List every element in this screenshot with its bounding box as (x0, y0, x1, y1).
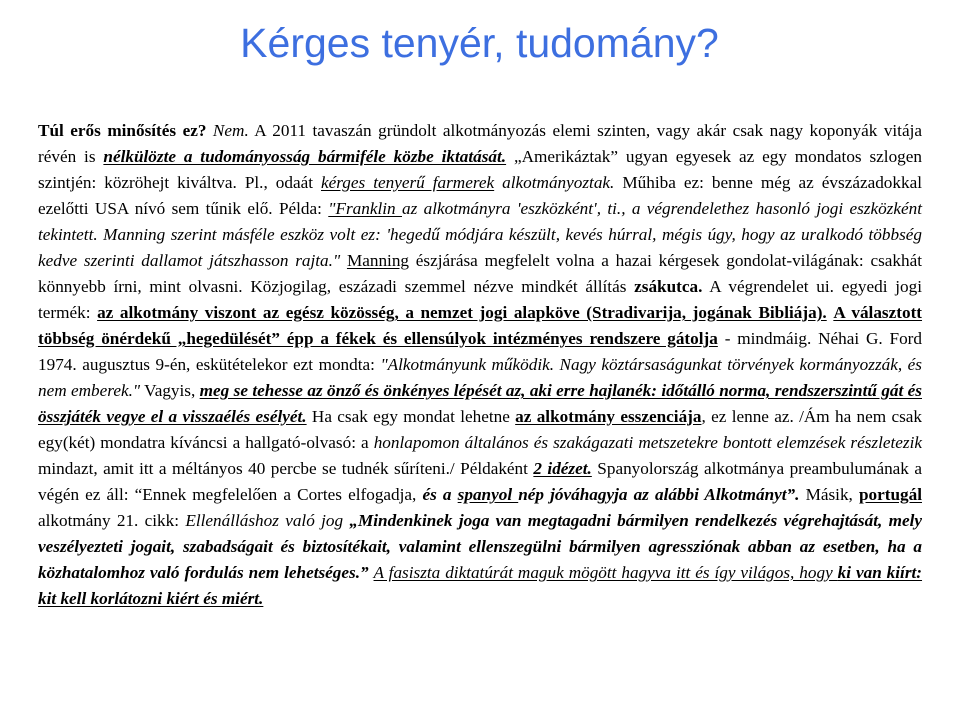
text-run: "Alkotmányunk működik. (380, 355, 555, 374)
text-run: és a (422, 485, 458, 504)
text-run (340, 251, 347, 270)
text-run: Ellenálláshoz való jog (185, 511, 350, 530)
text-run: az alkotmányra 'eszközként', ti., a végrendelethez hasonló jogi eszközként tekintett. Manning szerint másféle eszköz volt ez: 'hegedű módjára készült, kevés húrral, mégis úgy, hogy az uralkodó többség kedve szerinti dallamot játszhasson rajta." (38, 199, 922, 270)
text-run: alkotmány 21. cikk: (38, 511, 186, 530)
text-run: Nem. (206, 121, 249, 140)
text-run: Spanyolország alkotmánya preambulumának a végén ez áll: “Ennek megfelelően a Cortes elfogadja, (38, 459, 922, 504)
text-run: "Franklin (328, 199, 402, 218)
text-run: nép jóváhagyja az alábbi Alkotmányt”. (518, 485, 800, 504)
text-run: A választott többség önérdekű „hegedülését” épp a fékek és ellensúlyok intézményes rendszere gátolja (38, 303, 923, 348)
text-run: Vagyis, (140, 381, 200, 400)
text-run: ki van kiírt: kit kell korlátozni kiért és miért. (38, 563, 923, 608)
text-run: zsákutca. (634, 277, 703, 296)
page-title: Kérges tenyér, tudomány? (240, 20, 719, 66)
text-run: Műhiba ez: benne még az évszázadokkal ezelőtti USA nívó sem tűnik elő. Példa: (38, 173, 922, 218)
text-run: meg se tehesse az önző és önkényes lépését az, aki erre hajlanék: időtálló norma, rendszerszintű gát és összjáték vegye el a visszaélés esélyét. (38, 381, 922, 426)
text-run: az alkotmány viszont az egész közösség, a nemzet jogi alapköve (Stradivarija, jogának Bibliája). (97, 303, 827, 322)
text-run: „Mindenkinek joga van megtagadni bármilyen rendelkezés végrehajtását, mely veszélyezteti jogait, szabadságait és biztosítékait, valamint ellenszegülni bármilyen agressziónak abban az esetben, ha a közhatalomhoz való fordulás nem lehetséges.” (38, 511, 922, 582)
text-run: mindazt, amit itt a méltányos 40 percbe se tudnék sűríteni./ Példaként (38, 459, 534, 478)
text-run: A 2011 tavaszán gründolt alkotmányozás elemi szinten, vagy akár csak nagy koponyák vitája révén is (38, 121, 922, 166)
text-run: észjárása megfelelt volna a hazai kérgesek gondolat-világának: csakhát könnyebb írni, mint olvasni. Közjogilag, eszázadi szemmel nézve mindkét állítás (38, 251, 922, 296)
text-run: nélkülözte a tudományosság bármiféle közbe iktatását. (103, 147, 507, 166)
text-run: 2 idézet. (533, 459, 592, 478)
text-run: A végrendelet ui. egyedi jogi termék: (38, 277, 922, 322)
text-run: alkotmányoztak. (494, 173, 615, 192)
text-run: Nagy köztársaságunkat törvények kormányozzák, és nem emberek." (38, 355, 922, 400)
text-run: portugál (858, 485, 922, 504)
text-run: Ha csak egy mondat lehetne (306, 407, 516, 426)
text-run: honlapomon általános és szakágazati metszetekre bontott elemzések részletezik (373, 433, 922, 452)
text-run: A fasiszta diktatúrát maguk mögött hagyva itt és így világos, hogy (373, 563, 838, 582)
text-run: - mindmáig. Néhai G. Ford 1974. augusztus 9-én, eskütételekor ezt mondta: (38, 329, 922, 374)
text-run: kérges tenyerű farmerek (320, 173, 495, 192)
text-run: Másik, (799, 485, 859, 504)
text-run: spanyol (457, 485, 519, 504)
text-run: az alkotmány esszenciája (515, 407, 702, 426)
body-paragraph (38, 118, 922, 612)
text-run: „Amerikáztak” ugyan egyesek az egy mondatos szlogen szintjén: közröhejt kiváltva. Pl., odaát (38, 147, 922, 192)
text-run: Manning (346, 251, 410, 270)
text-run: Túl erős minősítés ez? (38, 121, 207, 140)
text-run: , ez lenne az. /Ám ha nem csak egy(két) mondatra kíváncsi a hallgató-olvasó: a (38, 407, 923, 452)
